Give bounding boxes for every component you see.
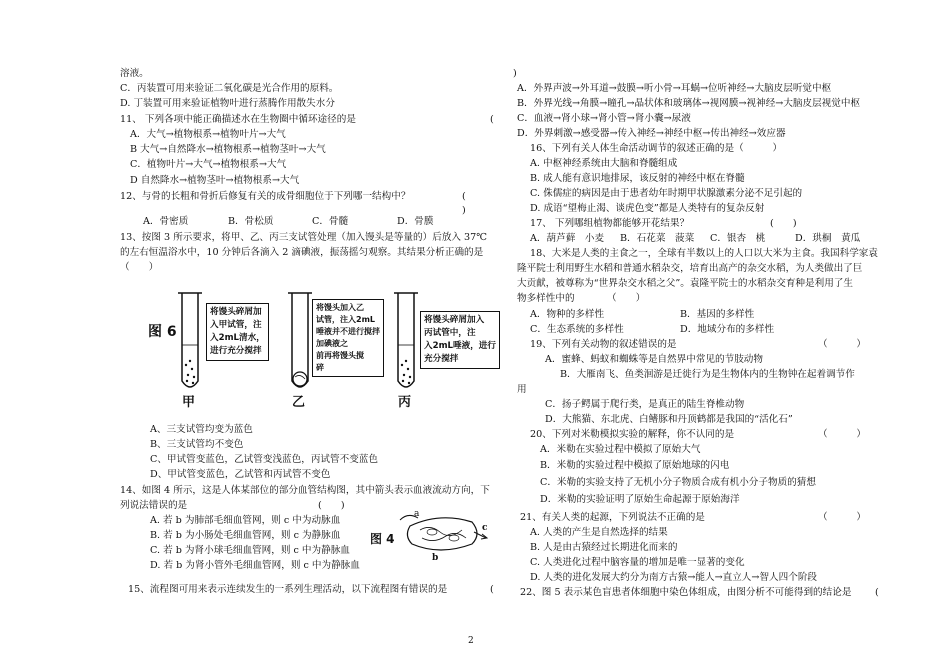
- text-line: 13、按图 3 所示要求，将甲、乙、丙三支试管处理（加入馒头是等量的）后放入 37℃: [120, 232, 487, 243]
- text-line: B．大雁南飞、鱼类洄游是迁徙行为是生物体内的生物钟在起着调节作: [560, 369, 855, 380]
- figure-6: [140, 285, 496, 410]
- text-line: 18、大米是人类的主食之一，全球有半数以上的人口以大米为主食。我国科学家袁: [530, 248, 878, 259]
- text-line: D．大熊猫、东北虎、白鳍豚和丹顶鹤都是我国的“活化石”: [545, 414, 793, 425]
- text-line: 溶液。: [120, 68, 149, 79]
- text-line: D. 成语“望梅止渴、谈虎色变”都是人类特有的复杂反射: [530, 203, 765, 214]
- text-line: （ ）: [818, 339, 866, 350]
- text-line: 14、如图 4 所示，这是人体某部位的部分血管结构图，其中箭头表示血液流动方向，下: [120, 485, 490, 496]
- text-line: 列说法错误的是: [120, 500, 188, 511]
- text-line: D．米勒的实验证明了原始生命起源于原始海洋: [540, 494, 740, 505]
- text-line: A．骨密质: [143, 216, 189, 227]
- text-line: C．扬子鳄属于爬行类，是真正的陆生脊椎动物: [545, 399, 745, 410]
- text-line: C. 若 b 为肾小球毛细血管网，则 c 中为静脉血: [150, 545, 350, 556]
- text-line: C．银杏 桃: [710, 233, 766, 244]
- text-line: D、甲试管变蓝色，乙试管和丙试管不变色: [150, 469, 331, 480]
- text-line: 11、 下列各项中能正确描述水在生物圈中循环途径的是: [120, 114, 356, 125]
- text-line: 隆平院士利用野生水稻和普通水稻杂交，培育出高产的杂交水稻，为人类做出了巨: [517, 263, 863, 274]
- text-line: B. 人是由古猿经过长期进化而来的: [530, 542, 678, 553]
- text-line: A. 若 b 为肺部毛细血管网，则 c 中为动脉血: [150, 515, 341, 526]
- page-number: 2: [468, 636, 474, 646]
- text-line: A、三支试管均变为蓝色: [150, 424, 253, 435]
- text-line: 20、下列对米勒模拟实验的解释，你不认同的是: [530, 429, 735, 440]
- text-line: C. 侏儒症的病因是由于患者幼年时期甲状腺激素分泌不足引起的: [530, 188, 803, 199]
- text-line: （ ）: [607, 293, 646, 304]
- text-line: A．蜜蜂、蚂蚁和蜘蛛等是自然界中常见的节肢动物: [545, 354, 763, 365]
- text-line: C．植物叶片→大气→植物根系→大气: [130, 159, 287, 170]
- text-line: B．米勒的实验过程中模拟了原始地球的闪电: [540, 460, 730, 471]
- text-line: D．地域分布的多样性: [680, 324, 775, 335]
- figure-4-letter-b: b: [432, 553, 439, 563]
- tube-label-yi: 乙: [292, 395, 306, 410]
- text-line: D. 若 b 为肾小管外毛细血管网，则 c 中为静脉血: [150, 560, 360, 571]
- text-line: （ ）: [818, 512, 866, 523]
- text-line: B 大气→自然降水→植物根系→植物茎叶→大气: [130, 144, 326, 155]
- text-line: D．骨膜: [397, 216, 434, 227]
- text-line: 大贡献，被尊称为“世界杂交水稻之父”。袁隆平院士的水稻杂交育种是利用了生: [517, 278, 853, 289]
- text-line: (: [490, 584, 494, 595]
- text-line: D. 丁装置可用来验证植物叶进行蒸腾作用散失水分: [120, 98, 335, 109]
- figure-4-letter-c: c: [482, 523, 488, 533]
- text-line: (: [875, 587, 879, 598]
- text-line: ( ): [318, 500, 345, 511]
- text-line: A．物种的多样性: [530, 309, 605, 320]
- text-line: 用: [517, 384, 527, 395]
- text-line: C. 人类进化过程中脑容量的增加是唯一显著的变化: [530, 557, 745, 568]
- text-line: 21、有关人类的起源，下列说法不正确的是: [520, 512, 705, 523]
- text-line: B、三支试管均不变色: [150, 439, 244, 450]
- text-line: 22、图 5 表示某色盲患者体细胞中染色体组成，由图分析不可能得到的结论是: [520, 587, 852, 598]
- instruction-box-yi: 将馒头加入乙 试管，注入2mL 唾液并不进行搅拌 加碘液之 前再将馒头搅 碎: [312, 299, 384, 377]
- figure-4-label: 图 4: [370, 532, 395, 546]
- text-line: ( ): [770, 218, 797, 229]
- text-line: B．外界光线→角膜→瞳孔→晶状体和玻璃体→视网膜→视神经→大脑皮层视觉中枢: [517, 98, 861, 109]
- text-line: C．生态系统的多样性: [530, 324, 624, 335]
- text-line: C．米勒的实验支持了无机小分子物质合成有机小分子物质的猜想: [540, 477, 816, 488]
- text-line: C、甲试管变蓝色，乙试管变浅蓝色，丙试管不变蓝色: [150, 454, 378, 465]
- text-line: 16、下列有关人体生命活动调节的叙述正确的是（ ）: [530, 143, 783, 154]
- text-line: C．丙装置可用来验证二氧化碳是光合作用的原料。: [120, 83, 339, 94]
- text-line: 19、下列有关动物的叙述错误的是: [530, 339, 677, 350]
- text-line: C．骨髓: [312, 216, 349, 227]
- text-line: 17、 下列哪组植物都能够开花结果？: [530, 218, 690, 229]
- text-line: （ ）: [818, 429, 866, 440]
- tube-label-bing: 丙: [398, 395, 412, 410]
- tube-label-jia: 甲: [182, 395, 196, 410]
- instruction-box-jia: 将馒头碎屑加 入甲试管，注 入2mL清水， 进行充分搅拌: [206, 303, 269, 361]
- text-line: 的左右恒温浴水中，10 分钟后各滴入 2 滴碘液，振荡摇匀观察。其结果分析正确的是: [120, 247, 484, 258]
- text-line: 物多样性中的: [517, 293, 575, 304]
- text-line: ): [513, 68, 517, 79]
- figure-4: [370, 508, 490, 568]
- text-line: (: [490, 114, 494, 125]
- text-line: B. 成人能有意识地排尿，该反射的神经中枢在脊髓: [530, 173, 745, 184]
- text-line: B．石花菜 菠菜: [620, 233, 695, 244]
- text-line: A．外界声波→外耳道→鼓膜→听小骨→耳蜗→位听神经→大脑皮层听觉中枢: [517, 83, 832, 94]
- text-line: B．基因的多样性: [680, 309, 755, 320]
- text-line: 12、与骨的长粗和骨折后修复有关的成骨细胞位于下列哪一结构中？: [120, 191, 411, 202]
- text-line: （ ）: [120, 262, 159, 273]
- text-line: A．大气→植物根系→植物叶片→大气: [130, 129, 286, 140]
- text-line: A. 中枢神经系统由大脑和脊髓组成: [530, 158, 678, 169]
- text-line: D．外界刺激→感受器→传入神经→神经中枢→传出神经→效应器: [517, 128, 786, 139]
- text-line: A．米勒在实验过程中模拟了原始大气: [540, 444, 701, 455]
- instruction-box-bing: 将馒头碎屑加入 丙试管中，注 入2mL唾液，进行 充分搅拌: [420, 311, 500, 369]
- text-line: A．葫芦藓 小麦: [530, 233, 605, 244]
- text-line: B．骨松质: [228, 216, 274, 227]
- text-line: 15、流程图可用来表示连续发生的一系列生理活动，以下流程图有错误的是: [128, 584, 448, 595]
- text-line: C．血液→肾小球→肾小管→肾小囊→尿液: [517, 113, 691, 124]
- capillary-network-illustration: [370, 508, 490, 568]
- text-line: ): [462, 205, 466, 216]
- figure-6-label: 图 6: [148, 324, 177, 340]
- text-line: B. 若 b 为小肠处毛细血管网，则 c 为静脉血: [150, 530, 341, 541]
- text-line: D. 人类的进化发展大约分为南方古猿→能人→直立人→智人四个阶段: [530, 572, 818, 583]
- text-line: D 自然降水→植物茎叶→植物根系→大气: [130, 175, 300, 186]
- figure-4-letter-a: a: [414, 509, 420, 519]
- text-line: A. 人类的产生是自然选择的结果: [530, 527, 668, 538]
- text-line: (: [462, 191, 466, 202]
- text-line: D．珙桐 黄瓜: [795, 233, 861, 244]
